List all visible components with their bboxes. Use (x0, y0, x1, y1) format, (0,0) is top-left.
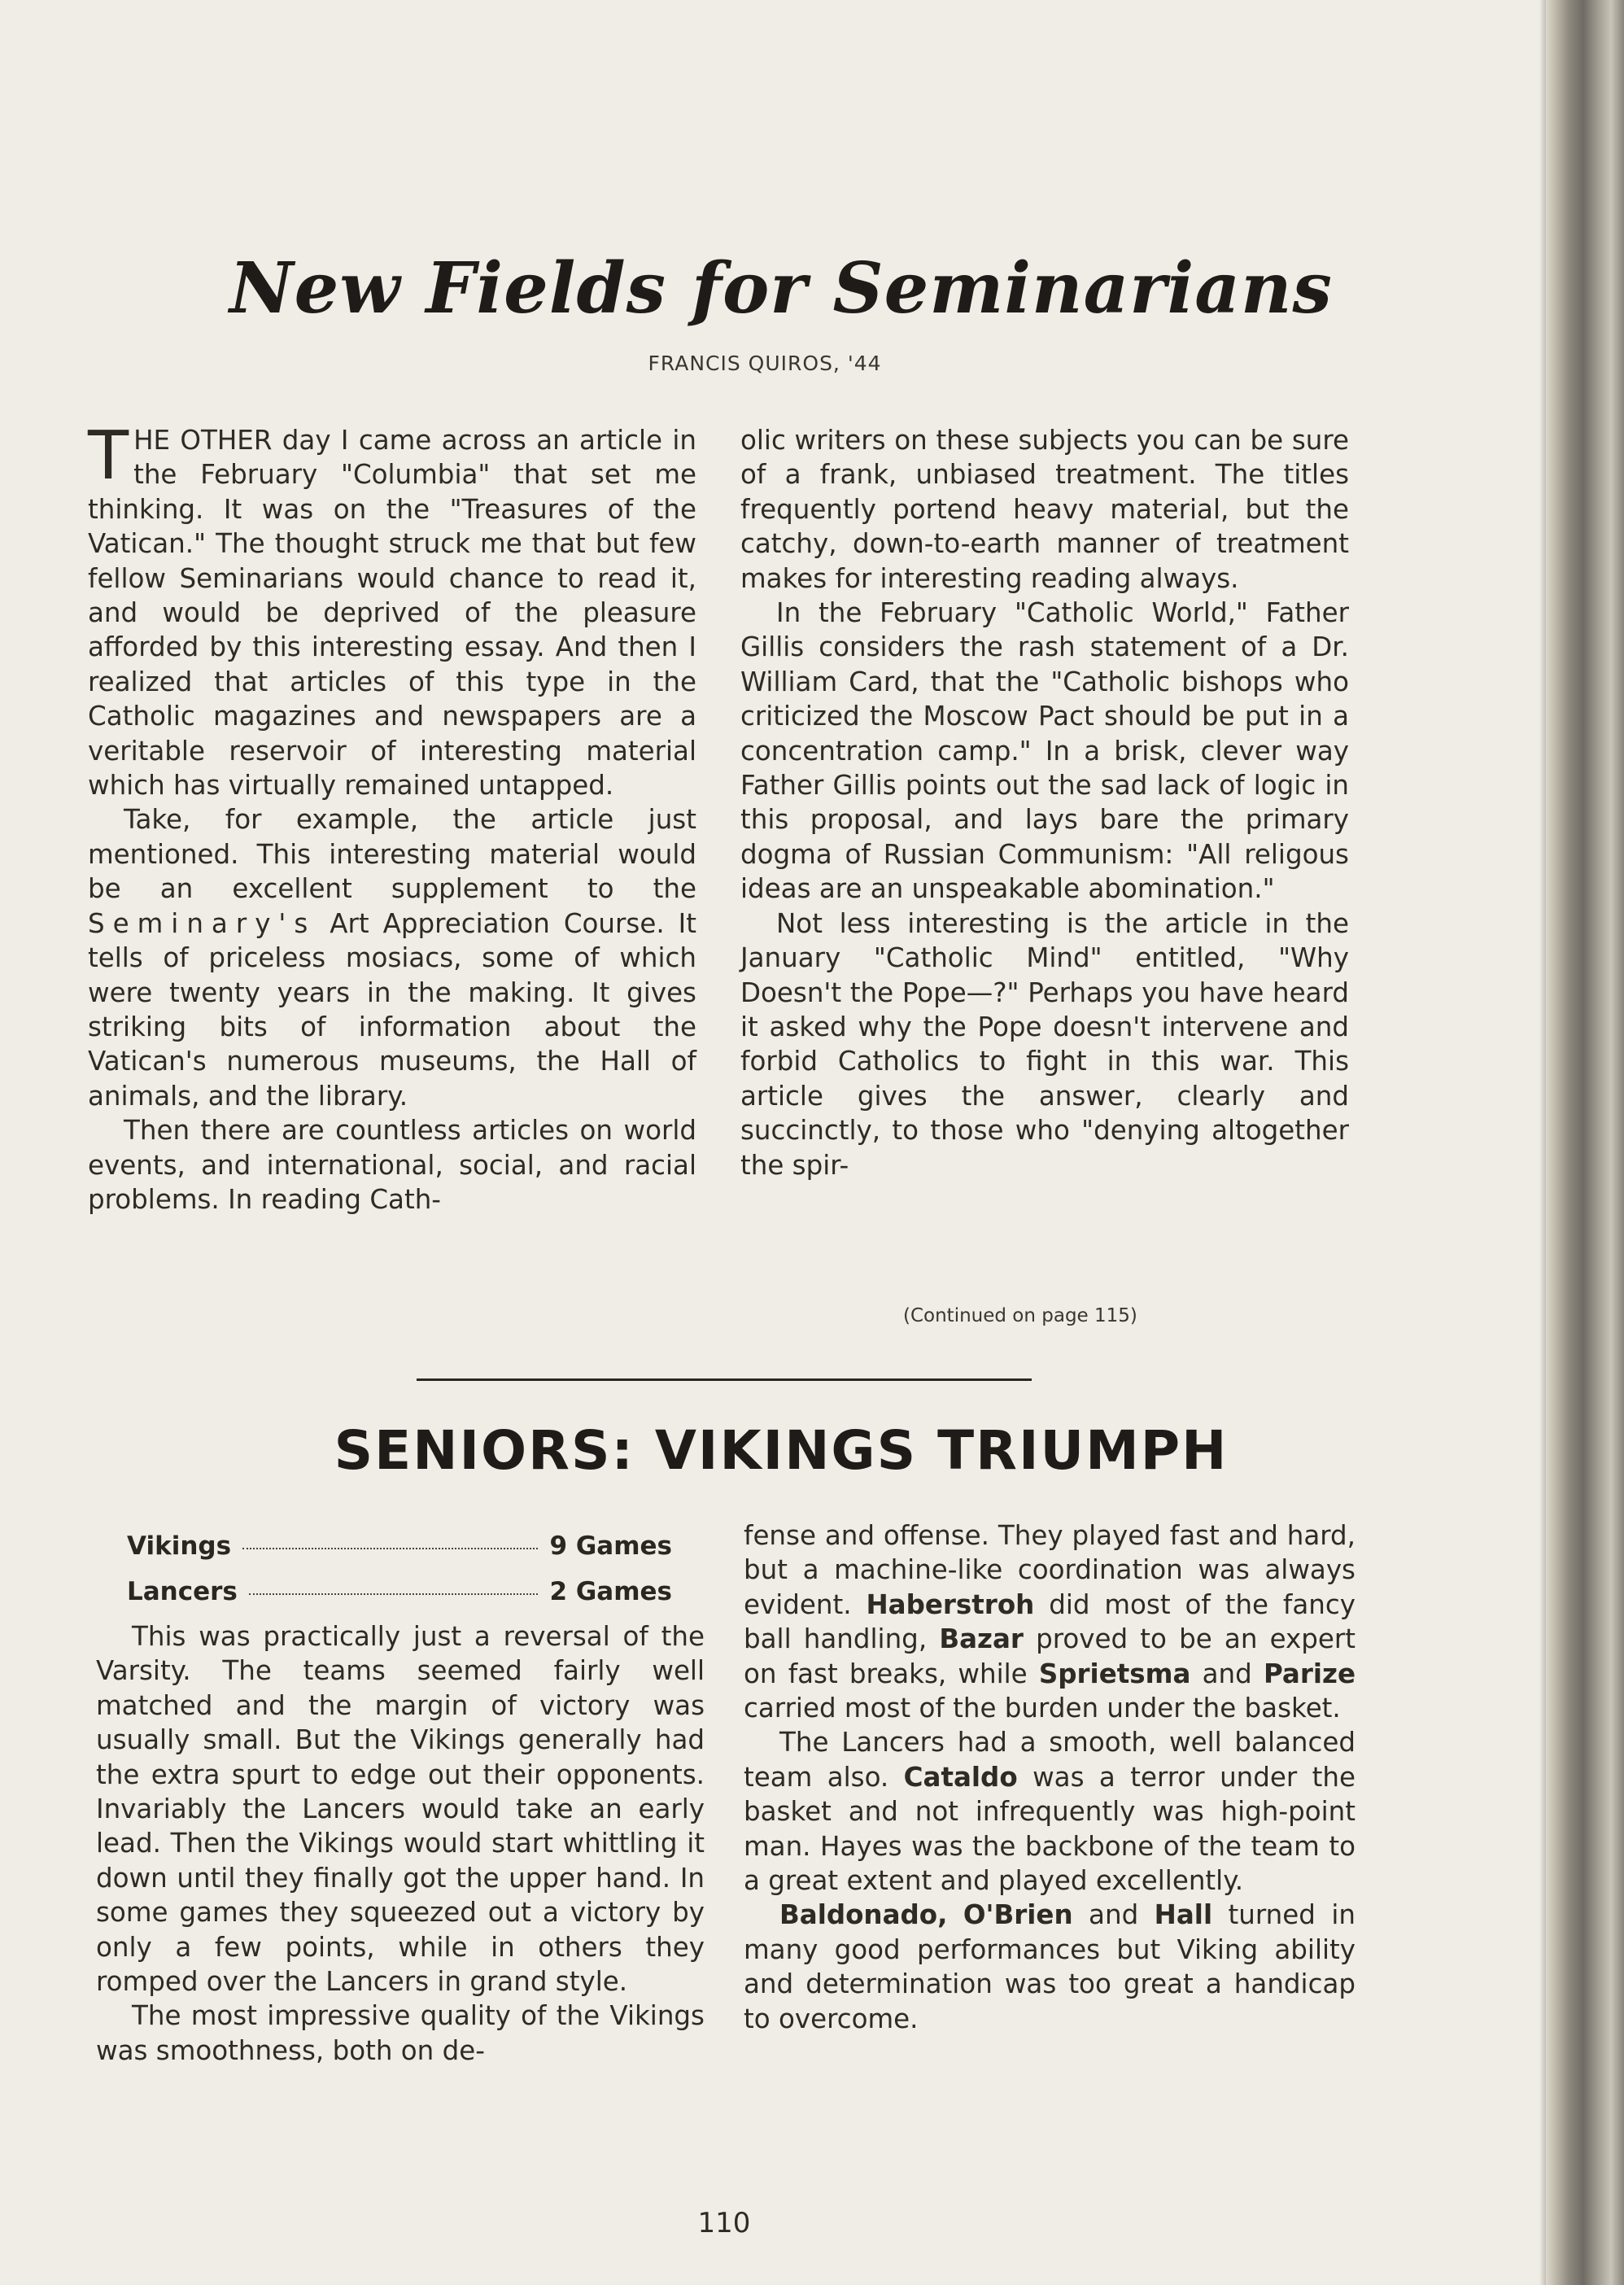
team-name: Lancers (127, 1577, 238, 1606)
paragraph-text: proved to be an expert on fast breaks, while (744, 1623, 1356, 1689)
paragraph-text: Take, for example, the article just mentioned. This interesting material would be an excellent supplement to the (88, 804, 696, 905)
paragraph-text: The Lancers had a smooth, well balanced team also. (744, 1727, 1356, 1793)
article-paragraph: Then there are countless articles on world events, and international, social, and racial problems. In reading Cath- (88, 1115, 696, 1215)
spaced-word: Seminary's (88, 907, 317, 939)
paragraph-text: did most of the fancy ball handling, (744, 1588, 1356, 1655)
sports-paragraph (744, 1518, 1356, 1725)
player-name: Cataldo (903, 1761, 1018, 1793)
player-name: Bazar (939, 1623, 1024, 1655)
team-result: 9 Games (549, 1531, 672, 1561)
page-number: 110 (697, 2207, 751, 2239)
article-byline: FRANCIS QUIROS, '44 (648, 352, 882, 375)
drop-cap: T (88, 417, 129, 495)
paragraph-text: carried most of the burden under the basket. (744, 1693, 1341, 1724)
player-name: Haberstroh (866, 1588, 1035, 1620)
player-name: O'Brien (963, 1899, 1073, 1931)
article-paragraph: Not less interesting is the article in the January "Catholic Mind" entitled, "Why Doesn't the Pope—?" Perhaps you have heard it asked why the Pope doesn't intervene and forbid Catholics to fight in this war. This article gives the answer, clearly and succinctly, to those who "denying altogether the spir- (740, 907, 1349, 1181)
paragraph-text: HE OTHER day I came across an article in the February "Columbia" that set me thinking. It was on the "Treasures of the Vatican." The thought struck me that but few fellow Seminarians would chance to read it, and would be deprived of the pleasure afforded by this interesting essay. And then I realized that articles of this type in the Catholic magazines and newspapers are a veritable reservoir of interesting material which has virtually remained untapped. (88, 425, 696, 802)
paragraph-text: was a terror under the basket and not infrequently was high-point man. Hayes was the backbone of the team to a great extent and played excellently. (744, 1761, 1356, 1897)
page-shadow (1539, 0, 1546, 2285)
article-title: New Fields for Seminarians (229, 247, 1333, 330)
player-name: Hall (1154, 1899, 1213, 1931)
paragraph-text: and (1072, 1899, 1155, 1931)
sports-headline: SENIORS: VIKINGS TRIUMPH (334, 1419, 1229, 1482)
section-divider (417, 1378, 1032, 1381)
article-column-right (740, 423, 1349, 1182)
score-row (127, 1523, 672, 1569)
article-paragraph: olic writers on these subjects you can be sure of a frank, unbiased treatment. The titles frequently portend heavy material, but the catchy, down-to-earth manner of treatment makes for interesting reading always. (740, 425, 1349, 594)
paragraph-text: Art Appreciation Course. It tells of priceless mosiacs, some of which were twenty years in the making. It gives striking bits of information about the Vatican's numerous museums, the Hall of animals, and the library. (88, 907, 696, 1112)
continued-note: (Continued on page 115) (903, 1305, 1137, 1326)
article-column-left (88, 417, 696, 1217)
paragraph-text: and (1190, 1658, 1264, 1689)
sports-paragraph (744, 1898, 1356, 2036)
paragraph-text: turned in many good performances but Viking ability and determination was too great a handicap to overcome. (744, 1899, 1356, 2034)
paragraph-text: fense and offense. They played fast and hard, but a machine-like coordination was always evident. (744, 1520, 1356, 1620)
sports-paragraph: The most impressive quality of the Vikings was smoothness, both on de- (96, 2000, 705, 2066)
score-row (127, 1569, 672, 1614)
article-paragraph: In the February "Catholic World," Father Gillis considers the rash statement of a Dr. William Card, that the "Catholic bishops who criticized the Moscow Pact should be put in a concentration camp." In a brisk, clever way Father Gillis points out the sad lack of logic in this proposal, and lays bare the primary dogma of Russian Communism: "All religous ideas are an unspeakable abomination." (740, 597, 1349, 905)
player-name: Sprietsma (1038, 1658, 1191, 1689)
team-result: 2 Games (549, 1577, 672, 1606)
book-binding (1546, 0, 1624, 2285)
team-name: Vikings (127, 1531, 232, 1561)
sports-paragraph: This was practically just a reversal of the Varsity. The teams seemed fairly well matched and the margin of victory was usually small. But the Vikings generally had the extra spurt to edge out their opponents. Invariably the Lancers would take an early lead. Then the Vikings would start whittling it down until they finally got the upper hand. In some games they squeezed out a victory by only a few points, while in others they romped over the Lancers in grand style. (96, 1621, 705, 1998)
article-paragraph (88, 802, 696, 1113)
sports-column-left (96, 1619, 705, 2068)
score-table (127, 1523, 672, 1614)
sports-column-right (744, 1518, 1356, 2036)
player-name: Baldonado, (779, 1899, 948, 1931)
article-paragraph (88, 417, 696, 802)
player-name: Parize (1263, 1658, 1356, 1689)
leader-dots (249, 1593, 539, 1595)
paragraph-text (947, 1899, 963, 1930)
leader-dots (242, 1548, 538, 1549)
sports-paragraph (744, 1725, 1356, 1898)
